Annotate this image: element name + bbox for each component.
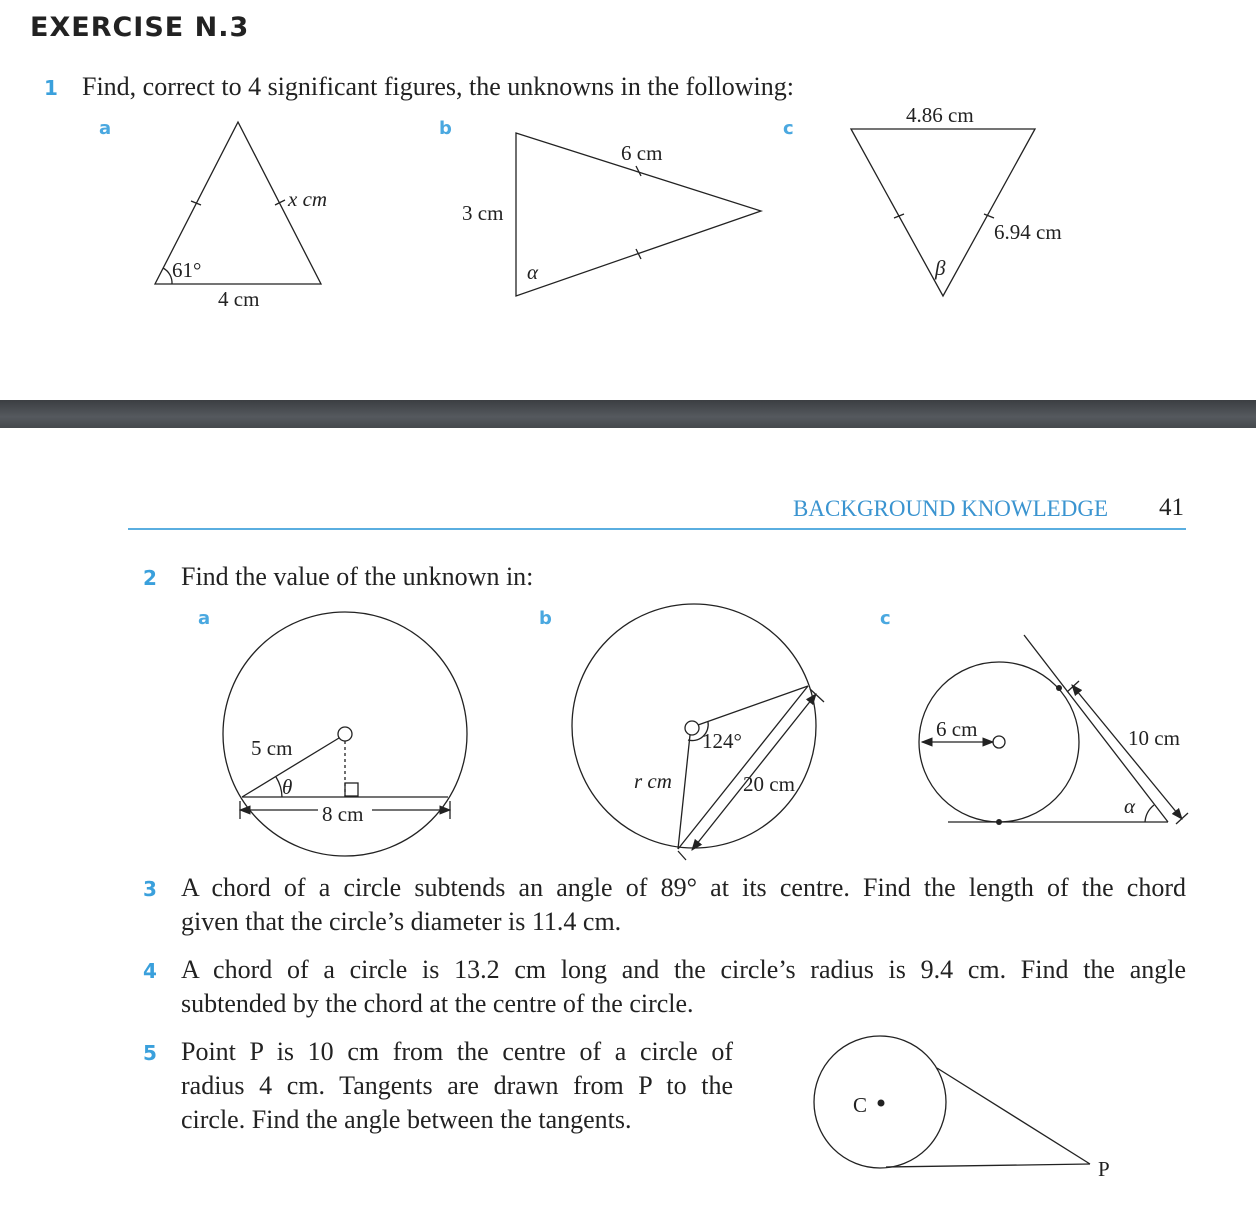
q1c-angle-label: β [935,256,946,280]
question-3-line-1: A chord of a circle subtends an angle of 89° at its centre. Find the length of the chord [181,873,1186,902]
q1b-left-side-label: 3 cm [462,201,504,225]
q2c-tangent-label: 10 cm [1128,726,1180,750]
q2a-radius-label: 5 cm [251,736,293,760]
q5-diagram [800,1030,1130,1200]
q2-part-b-label: b [539,608,552,629]
question-4-line-1: A chord of a circle is 13.2 cm long and the circle’s radius is 9.4 cm. Find the angle [181,955,1186,984]
q5-centre-point [878,1100,885,1107]
q2a-angle-label: θ [282,775,293,799]
q2c-angle-label: α [1124,794,1136,818]
q1-part-b-label: b [439,118,452,139]
q1b-top-side-label: 6 cm [621,141,663,165]
q5-point-label: P [1098,1157,1110,1181]
q2b-chord-label: 20 cm [743,772,795,796]
section-title: BACKGROUND KNOWLEDGE [793,496,1108,521]
q1-part-c-label: c [783,118,794,139]
q1a-base-label: 4 cm [218,287,260,311]
page-number: 41 [1159,494,1184,521]
question-4-text [181,953,1186,1021]
q2b-radius-label: r cm [634,769,672,793]
q1c-right-side-label: 6.94 cm [994,220,1062,244]
q2-part-a-label: a [198,608,211,629]
question-3-line-2: given that the circle’s diameter is 11.4 cm. [181,907,622,936]
q2b-circle-figure [572,604,824,860]
question-1-text: Find, correct to 4 significant figures, the unknowns in the following: [82,72,794,101]
question-3-text [181,871,1186,939]
q2c-radius-label: 6 cm [936,717,978,741]
q1c-top-side-label: 4.86 cm [906,103,974,127]
question-4-number: 4 [143,959,157,983]
question-5-line-1: Point P is 10 cm from the centre of a circle of [181,1037,733,1066]
q2-part-c-label: c [880,608,891,629]
question-2-text: Find the value of the unknown in: [181,562,534,591]
running-header [128,492,1186,530]
q2c-tangent-point-lower [996,819,1002,825]
q2-diagrams [0,600,1256,870]
page-divider [0,400,1256,428]
q1-part-a-label: a [99,118,112,139]
q2c-tangent-point-upper [1056,685,1062,691]
question-5-line-2: radius 4 cm. Tangents are drawn from P to the [181,1071,733,1100]
exercise-title: EXERCISE N.3 [30,12,250,43]
q2b-angle-label: 124° [702,729,742,753]
q1a-angle-label: 61° [172,258,202,282]
q1-diagrams [0,0,1256,400]
q1a-side-label: x cm [288,187,328,211]
question-5-text [181,1035,733,1137]
question-3-number: 3 [143,877,157,901]
question-5-number: 5 [143,1041,157,1065]
q2a-chord-label: 8 cm [322,802,364,826]
q5-centre-label: C [853,1093,868,1117]
question-4-line-2: subtended by the chord at the centre of the circle. [181,989,694,1018]
question-1-number: 1 [44,76,58,100]
question-5-line-3: circle. Find the angle between the tangents. [181,1105,632,1134]
q1b-angle-label: α [527,260,539,284]
question-2-number: 2 [143,566,157,590]
